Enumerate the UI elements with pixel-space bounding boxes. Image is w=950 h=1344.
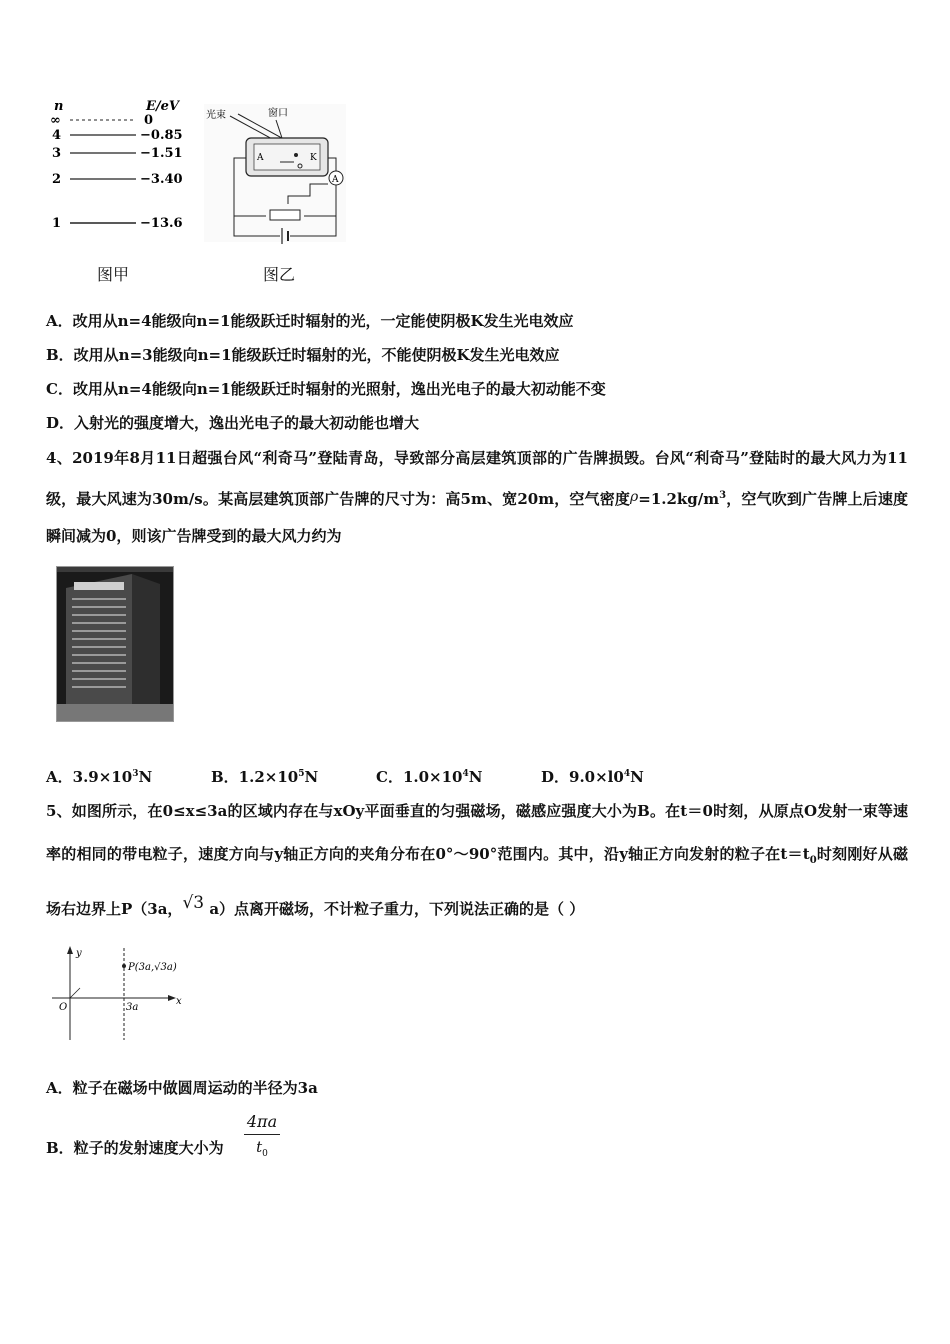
y-axis-arrow bbox=[67, 946, 73, 954]
q5-question bbox=[46, 790, 908, 931]
q3-option-d: D．入射光的强度增大，逸出光电子的最大初动能也增大 bbox=[46, 414, 420, 432]
q4-text-1: 4、2019年8月11日超强台风“利奇马”登陆青岛，导致部分高层建筑顶部的广告牌损毁。台风“利奇马”登陆时的最大风力为11级，最大风速为30m/s。某高层建筑顶部广告牌的尺寸为：高5m、宽20m，空气密度 bbox=[46, 449, 908, 508]
photoelectric-circuit-diagram bbox=[200, 100, 350, 246]
magnetic-field-diagram bbox=[48, 944, 198, 1042]
q3-option-c: C．改用从n=4能级向n=1能级跃迁时辐射的光照射，逸出光电子的最大初动能不变 bbox=[46, 380, 606, 398]
building-side bbox=[132, 574, 160, 716]
q5-text-1: 5、如图所示，在0≤x≤3a的区域内存在与xOy平面垂直的匀强磁场，磁感应强度大小为B。在t＝0时刻，从原点O发射一束等速率的相同的带电粒子，速度方向与y轴正方向的夹角分布在0°～90°范围内。其中，沿y轴正方向发射的粒子在t＝t bbox=[46, 802, 908, 863]
level-n-4: 4 bbox=[52, 128, 62, 143]
q4-text-3: ，空气吹到广告牌上后速度瞬间减为0，则该广告牌受到的最大风力约为 bbox=[46, 490, 908, 545]
level-e-1: −13.6 bbox=[140, 216, 183, 231]
boundary-tick-label: 3a bbox=[126, 1002, 139, 1013]
q5-sqrt3: √3 bbox=[182, 893, 205, 913]
q5-option-b-fraction bbox=[244, 1112, 280, 1164]
fraction-bar bbox=[244, 1134, 280, 1135]
q4-option-b: B．$1.2\times 10^5N$ bbox=[211, 768, 319, 786]
building-main bbox=[66, 574, 132, 716]
x-axis-label: x bbox=[176, 996, 182, 1007]
q4-option-a: A．$3.9\times 10^3N$ bbox=[46, 768, 153, 786]
origin-arrow bbox=[70, 988, 80, 998]
cathode-label: K bbox=[310, 153, 317, 163]
rheostat bbox=[270, 210, 300, 220]
window-label: 窗口 bbox=[268, 108, 288, 119]
energy-level-diagram bbox=[40, 96, 200, 246]
origin-label: O bbox=[59, 1002, 68, 1013]
q4-question bbox=[46, 440, 908, 555]
q5-option-a: A．粒子在磁场中做圆周运动的半径为3a bbox=[46, 1079, 318, 1097]
electron-dot bbox=[294, 153, 298, 157]
x-axis-arrow bbox=[168, 995, 176, 1001]
y-axis-label: y bbox=[76, 948, 82, 959]
q5-text-2: 时刻刚好从磁场右边界上P（3a， bbox=[46, 845, 908, 918]
q3-option-a: A．改用从n=4能级向n=1能级跃迁时辐射的光，一定能使阴极K发生光电效应 bbox=[46, 312, 574, 330]
level-n-2: 2 bbox=[52, 172, 62, 187]
building-sign bbox=[74, 582, 124, 590]
figure-caption-b: 图乙 bbox=[263, 265, 296, 284]
q4-text-2: =1.2kg/m bbox=[638, 490, 720, 508]
point-p bbox=[122, 964, 126, 968]
q4-rho: ρ bbox=[630, 489, 639, 505]
level-n-1: 1 bbox=[52, 216, 62, 231]
level-n-inf: ∞ bbox=[50, 113, 61, 128]
ammeter-label: A bbox=[332, 175, 339, 185]
q4-option-c: C．$1.0\times 10^4N$ bbox=[376, 768, 483, 786]
fraction-numerator: 4πa bbox=[246, 1112, 278, 1131]
q5-text-3: a）点离开磁场，不计粒子重力，下列说法正确的是（ ） bbox=[204, 900, 585, 918]
figure-caption-a: 图甲 bbox=[97, 265, 130, 284]
q4-sup-3: 3 bbox=[719, 490, 727, 501]
q4-option-d: D．$9.0\times l0^4N$ bbox=[541, 768, 644, 786]
building-photo bbox=[56, 566, 174, 722]
anode-label: A bbox=[257, 153, 264, 163]
q5-option-b-text: B．粒子的发射速度大小为 bbox=[46, 1139, 224, 1157]
q5-option-b bbox=[46, 1138, 224, 1158]
level-e-inf: 0 bbox=[144, 113, 154, 128]
e-header: E/eV bbox=[146, 99, 180, 114]
level-e-3: −1.51 bbox=[140, 146, 183, 161]
level-n-3: 3 bbox=[52, 146, 62, 161]
level-e-4: −0.85 bbox=[140, 128, 183, 143]
point-p-label: P(3a,√3a) bbox=[128, 962, 177, 973]
fraction-denominator: $t_0$ bbox=[256, 1138, 268, 1159]
building-base bbox=[56, 704, 174, 722]
q3-option-b: B．改用从n=3能级向n=1能级跃迁时辐射的光，不能使阴极K发生光电效应 bbox=[46, 346, 560, 364]
n-header: n bbox=[54, 99, 64, 114]
beam-label: 光束 bbox=[206, 110, 226, 121]
level-e-2: −3.40 bbox=[140, 172, 183, 187]
q5-sub-0: 0 bbox=[809, 855, 817, 866]
